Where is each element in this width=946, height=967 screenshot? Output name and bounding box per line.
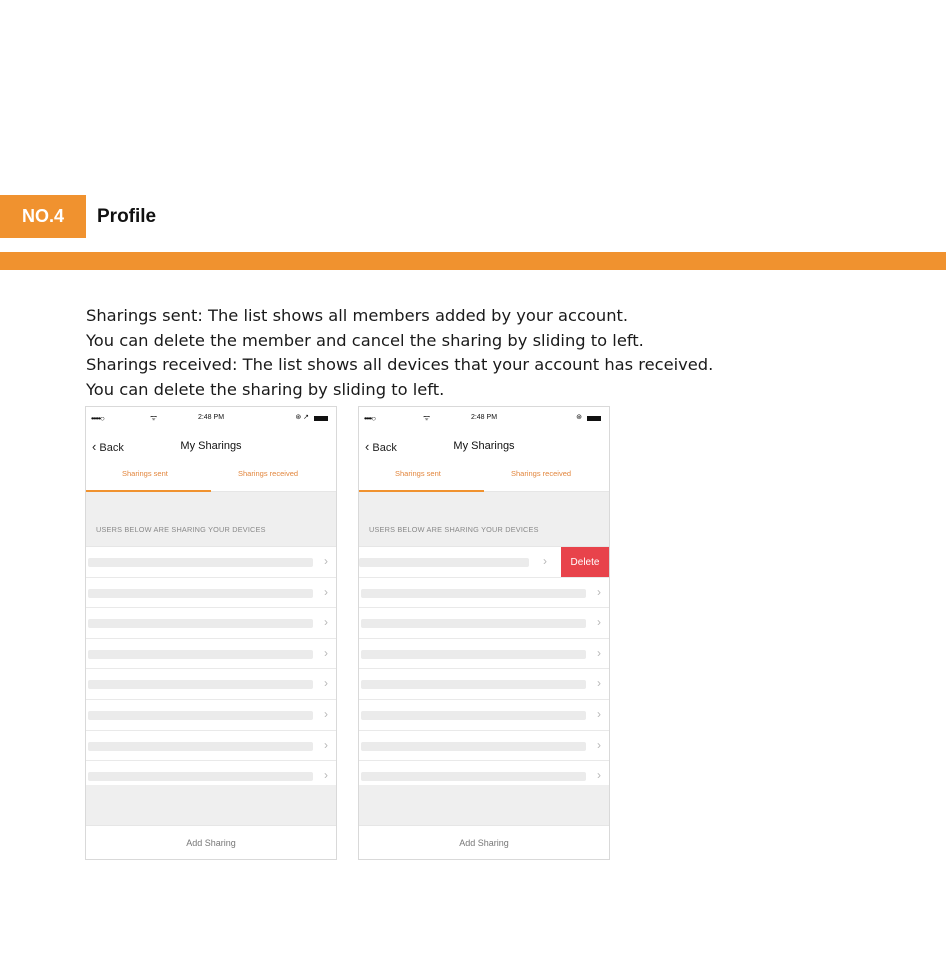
chevron-right-icon: › <box>324 768 328 783</box>
status-bar <box>86 407 336 429</box>
spacer-band <box>86 492 336 522</box>
back-label: Back <box>99 442 124 454</box>
list-section-header <box>86 522 336 547</box>
blurred-text <box>361 619 586 628</box>
nav-title: My Sharings <box>180 440 242 452</box>
tab-sharings-received[interactable]: Sharings received <box>238 469 299 478</box>
description-text <box>86 304 886 402</box>
blurred-text <box>88 680 313 689</box>
battery-icon <box>314 416 328 421</box>
blurred-text <box>361 680 586 689</box>
add-sharing-button[interactable]: Add Sharing <box>86 825 336 860</box>
blurred-text <box>88 558 313 567</box>
list-item[interactable] <box>86 608 336 639</box>
blurred-text <box>361 742 586 751</box>
status-time: 2:48 PM <box>470 414 498 421</box>
blurred-text <box>361 589 586 598</box>
tab-bar <box>359 463 609 492</box>
tab-sharings-sent[interactable]: Sharings sent <box>395 469 441 478</box>
chevron-right-icon: › <box>597 676 601 691</box>
chevron-right-icon: › <box>324 584 328 599</box>
list-item[interactable] <box>359 608 609 639</box>
nav-bar <box>359 429 609 463</box>
bluetooth-icon: ⊛ ↗ <box>295 414 309 421</box>
status-bar <box>359 407 609 429</box>
list-item[interactable] <box>359 639 609 670</box>
section-title: Profile <box>97 206 157 227</box>
chevron-right-icon: › <box>597 706 601 721</box>
list-item[interactable] <box>86 731 336 762</box>
signal-icon: •••••○ <box>91 414 104 423</box>
chevron-right-icon: › <box>597 645 601 660</box>
spacer-band <box>359 492 609 522</box>
chevron-right-icon: › <box>543 554 547 568</box>
tab-sharings-received[interactable]: Sharings received <box>511 469 572 478</box>
chevron-right-icon: › <box>324 706 328 721</box>
blurred-text <box>361 650 586 659</box>
blurred-text <box>88 742 313 751</box>
phone-screenshot-sharings-sent <box>85 406 337 860</box>
wifi-icon: ᯤ <box>150 413 158 422</box>
list-item[interactable] <box>359 578 609 609</box>
chevron-right-icon: › <box>597 737 601 752</box>
add-sharing-button[interactable]: Add Sharing <box>359 825 609 860</box>
section-header-label: USERS BELOW ARE SHARING YOUR DEVICES <box>369 525 539 534</box>
status-time: 2:48 PM <box>197 414 225 421</box>
chevron-left-icon: ‹ <box>365 439 370 454</box>
signal-icon: ••••○ <box>364 414 376 423</box>
tab-sharings-sent[interactable]: Sharings sent <box>122 469 168 478</box>
list-item[interactable] <box>86 547 336 578</box>
empty-area <box>359 785 609 825</box>
empty-area <box>86 785 336 825</box>
active-tab-indicator <box>359 490 484 492</box>
list-item[interactable] <box>86 669 336 700</box>
phone-screenshot-swipe-delete <box>358 406 610 860</box>
blurred-text <box>361 711 586 720</box>
back-label: Back <box>372 442 397 454</box>
tab-bar <box>86 463 336 492</box>
list-item[interactable] <box>86 578 336 609</box>
section-header-label: USERS BELOW ARE SHARING YOUR DEVICES <box>96 525 266 534</box>
battery-icon <box>587 416 601 421</box>
blurred-text <box>361 772 586 781</box>
delete-button[interactable]: Delete <box>561 547 609 577</box>
list-section-header <box>359 522 609 547</box>
chevron-right-icon: › <box>324 615 328 630</box>
wifi-icon: ᯤ <box>423 413 431 422</box>
header-divider <box>0 252 946 270</box>
description-line: You can delete the sharing by sliding to left. <box>86 379 445 399</box>
description-line: You can delete the member and cancel the sharing by sliding to left. <box>86 330 644 350</box>
list-item[interactable] <box>86 700 336 731</box>
section-number-badge: NO.4 <box>0 195 86 238</box>
blurred-text <box>88 772 313 781</box>
bluetooth-icon: ⊛ <box>576 414 582 421</box>
list-item[interactable] <box>86 639 336 670</box>
list-item-swiped[interactable] <box>359 547 609 578</box>
description-line: Sharings sent: The list shows all members added by your account. <box>86 306 629 325</box>
list-item[interactable] <box>359 669 609 700</box>
blurred-text <box>88 589 313 598</box>
active-tab-indicator <box>86 490 211 492</box>
chevron-right-icon: › <box>324 645 328 660</box>
chevron-right-icon: › <box>324 676 328 691</box>
blurred-text <box>88 711 313 720</box>
blurred-text <box>359 558 529 567</box>
list-item[interactable] <box>359 700 609 731</box>
chevron-right-icon: › <box>324 554 328 568</box>
chevron-left-icon: ‹ <box>92 439 97 454</box>
chevron-right-icon: › <box>324 737 328 752</box>
blurred-text <box>88 650 313 659</box>
nav-bar <box>86 429 336 463</box>
description-line: Sharings received: The list shows all devices that your account has received. <box>86 355 714 374</box>
nav-title: My Sharings <box>453 440 515 452</box>
blurred-text <box>88 619 313 628</box>
chevron-right-icon: › <box>597 768 601 783</box>
list-item[interactable] <box>359 731 609 762</box>
chevron-right-icon: › <box>597 584 601 599</box>
chevron-right-icon: › <box>597 615 601 630</box>
